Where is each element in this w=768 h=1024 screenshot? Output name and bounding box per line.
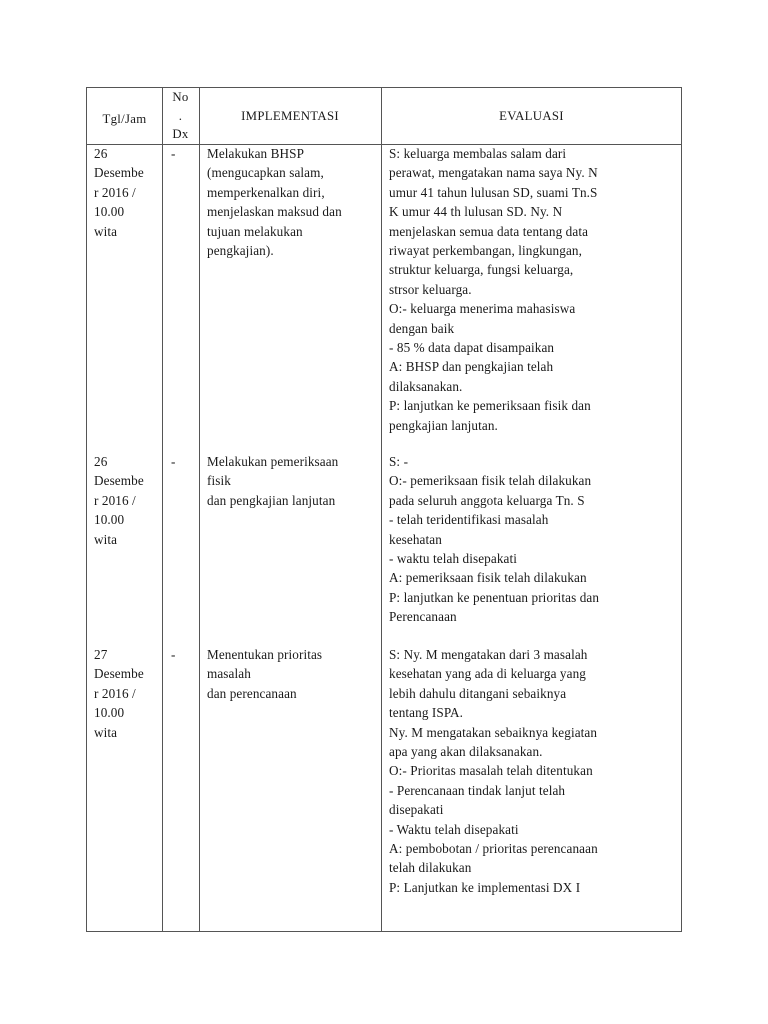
header-evaluasi: EVALUASI — [499, 109, 564, 123]
row-1-evaluasi: S: keluarga membalas salam dari perawat, mengatakan nama saya Ny. N umur 41 tahun lulusan SD, suami Tn.S K umur 44 th lulusan SD. Ny. N menjelaskan semua data tentang data riwayat perkembangan, lingkungan, struktur keluarga, fungsi keluarga, strsor keluarga. O:- keluarga menerima mahasiswa dengan baik - 85 % data dapat disampaikan A: BHSP dan pengkajian telah dilaksanakan. P: lanjutkan ke pemeriksaan fisik dan pengkajian lanjutan. — [389, 146, 598, 433]
row-3-no-dx: - — [171, 647, 176, 662]
row-1-tgl: 26 Desembe r 2016 / 10.00 wita — [94, 146, 144, 239]
row-3-implementasi: Menentukan prioritas masalah dan perencanaan — [207, 647, 323, 701]
implementation-evaluation-table — [86, 87, 682, 932]
row-1-implementasi: Melakukan BHSP (mengucapkan salam, memperkenalkan diri, menjelaskan maksud dan tujuan melakukan pengkajian). — [207, 146, 342, 259]
row-3-tgl: 27 Desembe r 2016 / 10.00 wita — [94, 647, 144, 740]
row-2-evaluasi: S: - O:- pemeriksaan fisik telah dilakukan pada seluruh anggota keluarga Tn. S - telah teridentifikasi masalah kesehatan - waktu telah disepakati A: pemeriksaan fisik telah dilakukan P: lanjutkan ke penentuan prioritas dan Perencanaan — [389, 454, 600, 625]
row-1-no-dx: - — [171, 146, 176, 161]
row-2-no-dx: - — [171, 454, 176, 469]
column-divider — [199, 88, 200, 931]
row-2-tgl: 26 Desembe r 2016 / 10.00 wita — [94, 454, 144, 547]
header-tgl: Tgl/Jam — [102, 112, 147, 126]
column-divider — [381, 88, 382, 931]
header-no-dx: No . Dx — [172, 90, 189, 141]
row-2-implementasi: Melakukan pemeriksaan fisik dan pengkajian lanjutan — [207, 454, 339, 508]
header-implementasi: IMPLEMENTASI — [241, 109, 339, 123]
column-divider — [162, 88, 163, 931]
row-3-evaluasi: S: Ny. M mengatakan dari 3 masalah kesehatan yang ada di keluarga yang lebih dahulu ditangani sebaiknya tentang ISPA. Ny. M mengatakan sebaiknya kegiatan apa yang akan dilaksanakan. O:- Prioritas masalah telah ditentukan - Perencanaan tindak lanjut telah disepakati - Waktu telah disepakati A: pembobotan / prioritas perencanaan telah dilakukan P: Lanjutkan ke implementasi DX I — [389, 647, 598, 895]
